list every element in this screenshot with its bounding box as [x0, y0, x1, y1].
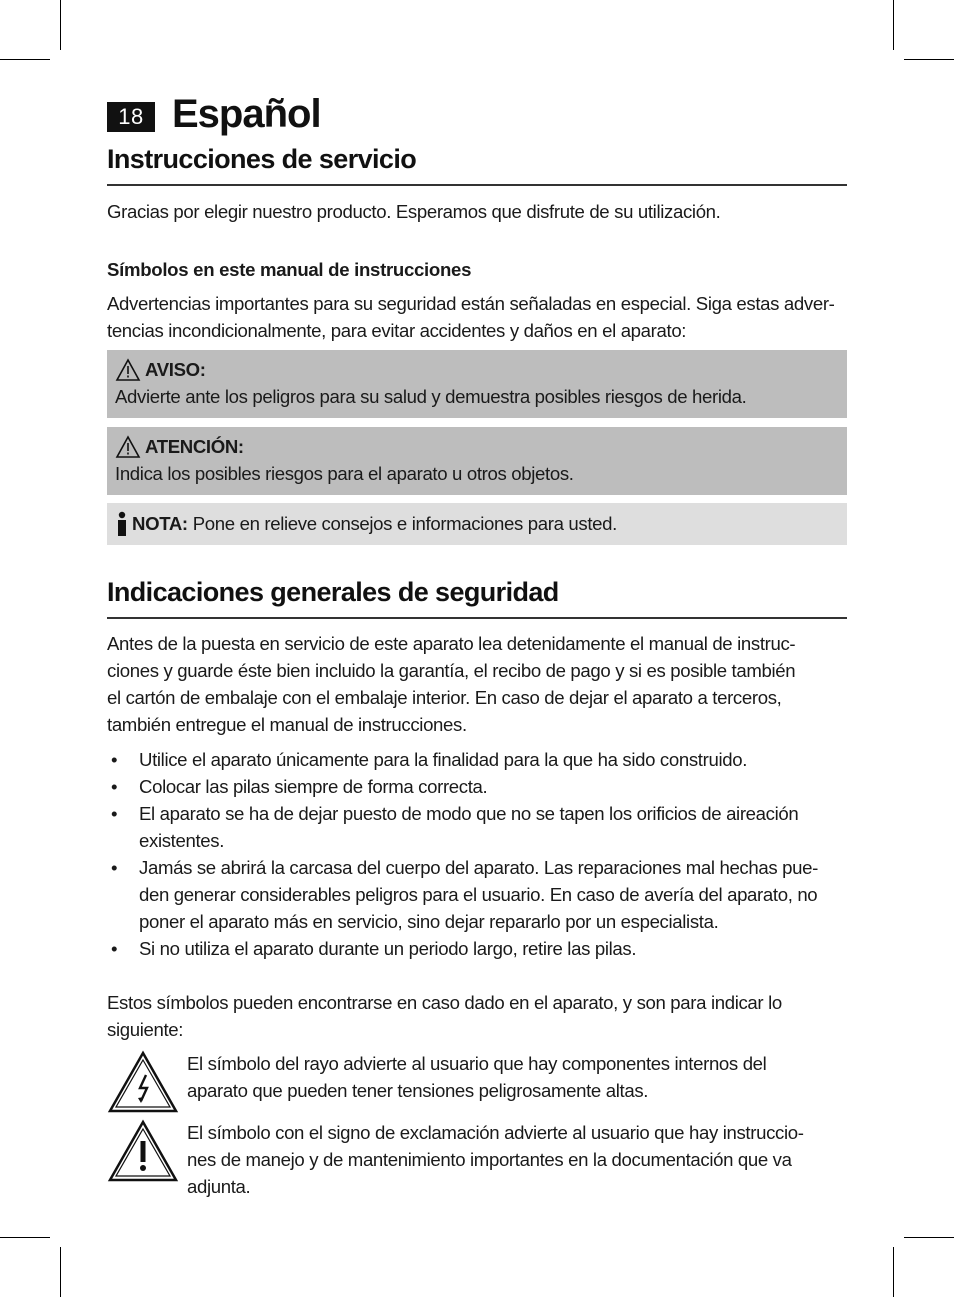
crop-mark — [0, 59, 50, 60]
safety-bullet-list — [107, 746, 847, 962]
crop-mark — [893, 0, 894, 50]
warning-triangle-icon — [115, 435, 141, 459]
lightning-symbol-row — [107, 1050, 847, 1119]
safety-intro — [107, 630, 847, 738]
safety-intro-line: Antes de la puesta en servicio de este aparato lea detenidamente el manual de instruc- — [107, 633, 796, 654]
symbols-intro — [107, 989, 847, 1043]
exclamation-warning-icon — [107, 1119, 179, 1183]
list-item — [107, 773, 847, 800]
exclamation-symbol-row — [107, 1119, 847, 1200]
intro-text: Gracias por elegir nuestro producto. Esperamos que disfrute de su utilización. — [107, 201, 721, 222]
list-item-line: poner el aparato más en servicio, sino dejar repararlo por un especialista. — [139, 911, 719, 932]
bullet: • — [111, 938, 118, 959]
notice-nota-label: NOTA: — [132, 513, 188, 534]
symbols-description-line: tencias incondicionalmente, para evitar accidentes y daños en el aparato: — [107, 320, 687, 341]
notice-atencion — [107, 427, 847, 495]
bullet: • — [111, 776, 118, 797]
symbols-intro-line: Estos símbolos pueden encontrarse en caso dado en el aparato, y son para indicar lo — [107, 992, 782, 1013]
list-item — [107, 935, 847, 962]
section-title-instructions: Instrucciones de servicio — [107, 144, 417, 174]
bullet: • — [111, 749, 118, 770]
lightning-symbol-text: El símbolo del rayo advierte al usuario que hay componentes internos del — [187, 1053, 767, 1074]
notice-nota-text: Pone en relieve consejos e informaciones para usted. — [192, 513, 617, 534]
list-item-line: Jamás se abrirá la carcasa del cuerpo del aparato. Las reparaciones mal hechas pue- — [139, 857, 818, 878]
crop-mark — [904, 1237, 954, 1238]
list-item-line: Utilice el aparato únicamente para la finalidad para la que ha sido construido. — [139, 749, 748, 770]
notice-aviso — [107, 350, 847, 418]
bullet: • — [111, 803, 118, 824]
lightning-symbol-text: aparato que pueden tener tensiones peligrosamente altas. — [187, 1080, 649, 1101]
warning-triangle-icon — [115, 358, 141, 382]
symbols-description — [107, 290, 847, 344]
list-item-line: Si no utiliza el aparato durante un periodo largo, retire las pilas. — [139, 938, 637, 959]
safety-intro-line: ciones y guarde éste bien incluido la garantía, el recibo de pago y si es posible también — [107, 660, 796, 681]
notice-atencion-label: ATENCIÓN: — [145, 435, 244, 457]
section-title-safety: Indicaciones generales de seguridad — [107, 577, 559, 607]
crop-mark — [60, 1247, 61, 1297]
list-item-line: Colocar las pilas siempre de forma correcta. — [139, 776, 488, 797]
exclamation-symbol-text: adjunta. — [187, 1176, 251, 1197]
notice-atencion-text: Indica los posibles riesgos para el aparato u otros objetos. — [115, 463, 574, 484]
crop-mark — [904, 59, 954, 60]
notice-nota — [107, 503, 847, 545]
notice-aviso-label: AVISO: — [145, 358, 206, 380]
language-title: Español — [172, 92, 321, 136]
bullet: • — [111, 857, 118, 878]
symbols-intro-line: siguiente: — [107, 1019, 184, 1040]
list-item — [107, 854, 847, 935]
notice-aviso-text: Advierte ante los peligros para su salud y demuestra posibles riesgos de herida. — [115, 386, 747, 407]
safety-intro-line: el cartón de embalaje con el embalaje interior. En caso de dejar el aparato a terceros, — [107, 687, 782, 708]
list-item-line: existentes. — [139, 830, 225, 851]
symbols-subtitle: Símbolos en este manual de instrucciones — [107, 259, 472, 280]
page-number: 18 — [107, 102, 155, 132]
crop-mark — [0, 1237, 50, 1238]
list-item — [107, 746, 847, 773]
list-item — [107, 800, 847, 854]
symbols-description-line: Advertencias importantes para su seguridad están señaladas en especial. Siga estas adver- — [107, 293, 835, 314]
lightning-warning-icon — [107, 1050, 179, 1114]
list-item-line: El aparato se ha de dejar puesto de modo que no se tapen los orificios de aireación — [139, 803, 799, 824]
info-icon — [115, 511, 129, 537]
safety-intro-line: también entregue el manual de instrucciones. — [107, 714, 467, 735]
list-item-line: den generar considerables peligros para el usuario. En caso de avería del aparato, no — [139, 884, 818, 905]
section-divider — [107, 617, 847, 619]
crop-mark — [893, 1247, 894, 1297]
exclamation-symbol-text: El símbolo con el signo de exclamación advierte al usuario que hay instruccio- — [187, 1122, 804, 1143]
exclamation-symbol-text: nes de manejo y de mantenimiento importantes en la documentación que va — [187, 1149, 792, 1170]
section-divider — [107, 184, 847, 186]
crop-mark — [60, 0, 61, 50]
